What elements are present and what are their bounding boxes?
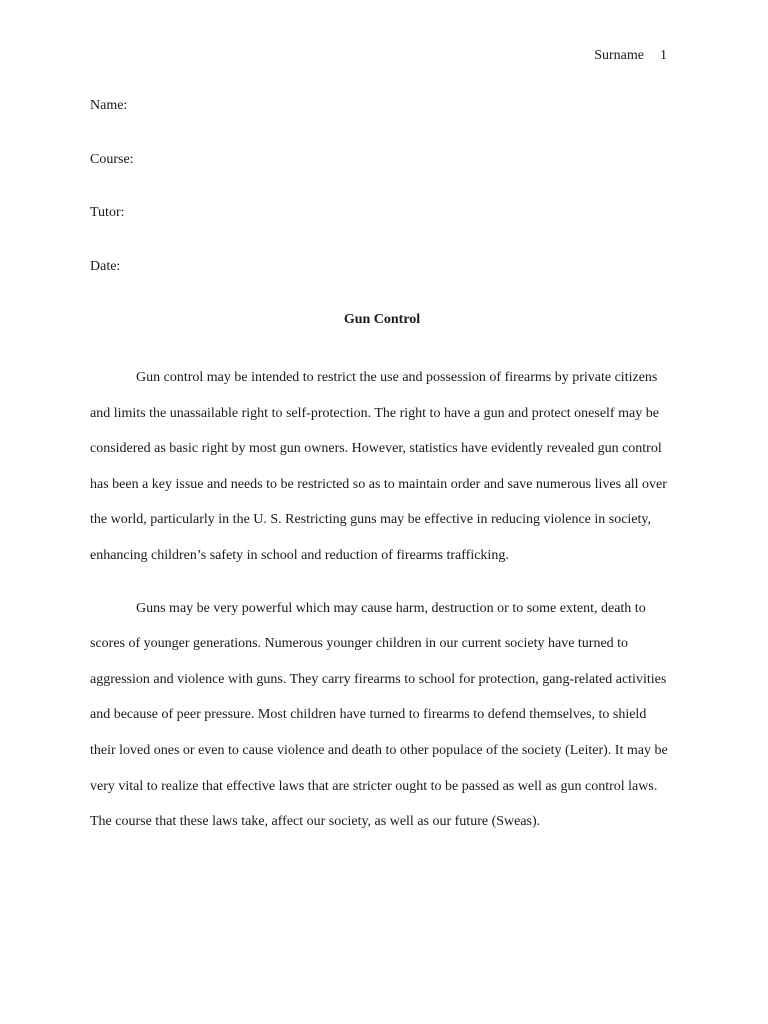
paragraph-2: Guns may be very powerful which may cause harm, destruction or to some extent, death to scores of younger generations. Numerous younger children in our current society have turned to aggression and violence with guns. They carry firearms to school for protection, gang-related activities and because of peer pressure. Most children have turned to firearms to defend themselves, to shield their loved ones or even to cause violence and death to other populace of the society (Leiter). It may be very vital to realize that effective laws that are stricter ought to be passed as well as gun control laws. The course that these laws take, affect our society, as well as our future (Sweas). <box>90 600 668 830</box>
document-body <box>90 96 674 840</box>
name-line: Name: <box>90 98 128 113</box>
running-head <box>594 46 667 66</box>
paragraph-1: Gun control may be intended to restrict the use and possession of firearms by private citizens and limits the unassailable right to self-protection. The right to have a gun and protect oneself may be considered as basic right by most gun owners. However, statistics have evidently revealed gun control has been a key issue and needs to be restricted so as to maintain order and save numerous lives all over the world, particularly in the U. S. Restricting guns may be effective in reducing violence in society, enhancing children’s safety in school and reduction of firearms trafficking. <box>90 369 667 563</box>
tutor-line: Tutor: <box>90 205 125 221</box>
header-surname: Surname <box>594 48 644 63</box>
header-page-number: 1 <box>660 48 667 63</box>
course-line: Course: <box>90 151 134 167</box>
document-title: Gun Control <box>343 312 421 328</box>
date-line: Date: <box>90 258 121 274</box>
